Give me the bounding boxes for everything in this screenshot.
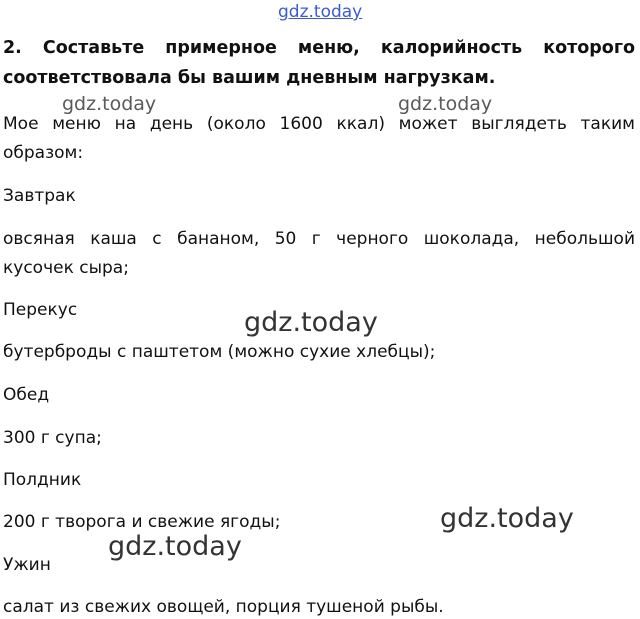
watermark: gdz.today	[398, 93, 493, 115]
watermark: gdz.today	[62, 93, 157, 115]
watermark: gdz.today	[244, 307, 378, 338]
dinner-text: салат из свежих овощей, порция тушеной рыбы.	[3, 597, 444, 617]
watermark: gdz.today	[108, 531, 242, 562]
dinner-title: Ужин	[3, 555, 51, 575]
afternoon-text: 200 г творога и свежие ягоды;	[3, 512, 281, 532]
task-heading-line-1: 2. Составьте примерное меню, калорийность которого	[3, 38, 635, 58]
snack-text: бутерброды с паштетом (можно сухие хлебцы);	[3, 342, 436, 362]
intro-line-1: Мое меню на день (около 1600 ккал) может выглядеть таким	[3, 114, 635, 134]
breakfast-line-1: овсяная каша с бананом, 50 г черного шоколада, небольшой	[3, 229, 635, 249]
afternoon-title: Полдник	[3, 470, 82, 490]
breakfast-line-2: кусочек сыра;	[3, 258, 129, 278]
breakfast-title: Завтрак	[3, 186, 76, 206]
watermark: gdz.today	[440, 503, 574, 534]
lunch-title: Обед	[3, 385, 50, 405]
watermark-link[interactable]: gdz.today	[278, 2, 363, 22]
task-heading-line-2: соответствовала бы вашим дневным нагрузкам.	[3, 68, 496, 88]
intro-line-2: образом:	[3, 143, 84, 163]
lunch-text: 300 г супа;	[3, 428, 102, 448]
snack-title: Перекус	[3, 300, 78, 320]
